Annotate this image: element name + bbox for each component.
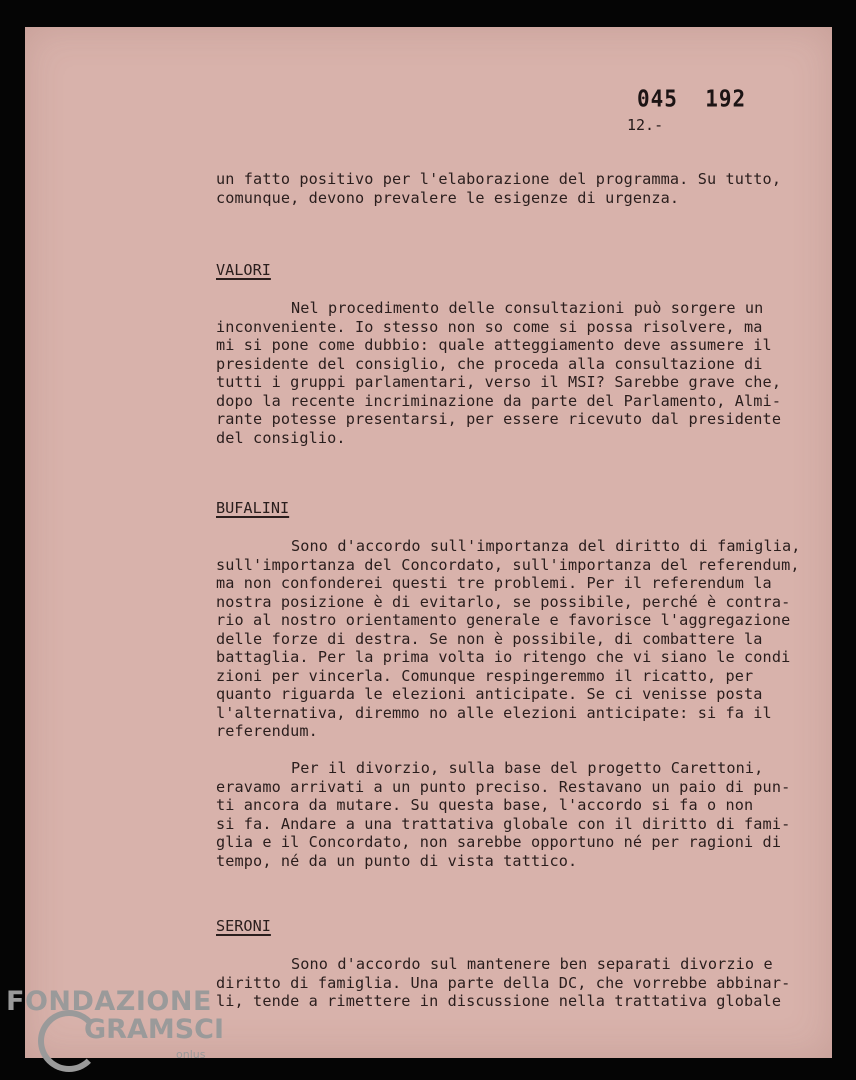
fondazione-gramsci-watermark bbox=[4, 986, 224, 1080]
text-line: referendum. bbox=[216, 722, 318, 740]
text-line: l'alternativa, diremmo no alle elezioni anticipate: si fa il bbox=[216, 703, 772, 722]
text-line: diritto di famiglia. Una parte della DC, che vorrebbe abbinar- bbox=[216, 973, 791, 992]
text-line: tutti i gruppi parlamentari, verso il MSI? Sarebbe grave che, bbox=[216, 373, 782, 391]
watermark-suffix: onlus bbox=[176, 1048, 206, 1061]
text-line: rante potesse presentarsi, per essere ricevuto dal presidente bbox=[216, 410, 782, 428]
text-line: Sono d'accordo sul mantenere ben separati divorzio e bbox=[291, 955, 773, 973]
section-heading-bufalini: BUFALINI bbox=[216, 499, 290, 517]
text-line: Nel procedimento delle consultazioni può sorgere un bbox=[291, 299, 764, 317]
text-line: Sono d'accordo sull'importanza del diritto di famiglia, bbox=[291, 537, 801, 555]
section-heading-seroni: SERONI bbox=[216, 917, 271, 935]
text-line: battaglia. Per la prima volta io ritengo che vi siano le condi bbox=[216, 648, 791, 666]
text-line: Per il divorzio, sulla base del progetto Carettoni, bbox=[291, 759, 764, 777]
archive-stamp-number: 045 192 bbox=[637, 86, 747, 112]
watermark-line1: FONDAZIONE bbox=[6, 986, 212, 1017]
text-line: li, tende a rimettere in discussione nella trattativa globale bbox=[216, 992, 782, 1010]
text-line: rio al nostro orientamento generale e favorisce l'aggregazione bbox=[216, 611, 791, 629]
intro-line: comunque, devono prevalere le esigenze di urgenza. bbox=[216, 188, 680, 207]
text-line: ma non confonderei questi tre problemi. Per il referendum la bbox=[216, 574, 772, 592]
document-page bbox=[25, 27, 832, 1058]
text-line: eravamo arrivati a un punto preciso. Restavano un paio di pun- bbox=[216, 777, 791, 796]
text-line: zioni per vincerla. Comunque respingeremmo il ricatto, per bbox=[216, 666, 754, 685]
text-line: tempo, né da un punto di vista tattico. bbox=[216, 851, 578, 870]
text-line: dopo la recente incriminazione da parte del Parlamento, Almi- bbox=[216, 391, 782, 410]
intro-line: un fatto positivo per l'elaborazione del programma. Su tutto, bbox=[216, 170, 782, 188]
text-line: delle forze di destra. Se non è possibile, di combattere la bbox=[216, 629, 763, 648]
text-line: sull'importanza del Concordato, sull'importanza del referendum, bbox=[216, 555, 800, 574]
text-line: ti ancora da mutare. Su questa base, l'accordo si fa o non bbox=[216, 796, 754, 814]
text-line: del consiglio. bbox=[216, 428, 346, 447]
text-line: inconveniente. Io stesso non so come si possa risolvere, ma bbox=[216, 317, 763, 336]
watermark-line2: GRAMSCI bbox=[84, 1014, 225, 1045]
text-line: nostra posizione è di evitarlo, se possibile, perché è contra- bbox=[216, 592, 791, 611]
text-line: glia e il Concordato, non sarebbe opportuno né per ragioni di bbox=[216, 833, 782, 851]
text-line: presidente del consiglio, che proceda alla consultazione di bbox=[216, 354, 763, 373]
page-number: 12.- bbox=[627, 116, 664, 134]
section-heading-valori: VALORI bbox=[216, 261, 271, 279]
text-line: mi si pone come dubbio: quale atteggiamento deve assumere il bbox=[216, 336, 772, 354]
text-line: quanto riguarda le elezioni anticipate. Se ci venisse posta bbox=[216, 685, 763, 703]
text-line: si fa. Andare a una trattativa globale con il diritto di fami- bbox=[216, 814, 791, 833]
